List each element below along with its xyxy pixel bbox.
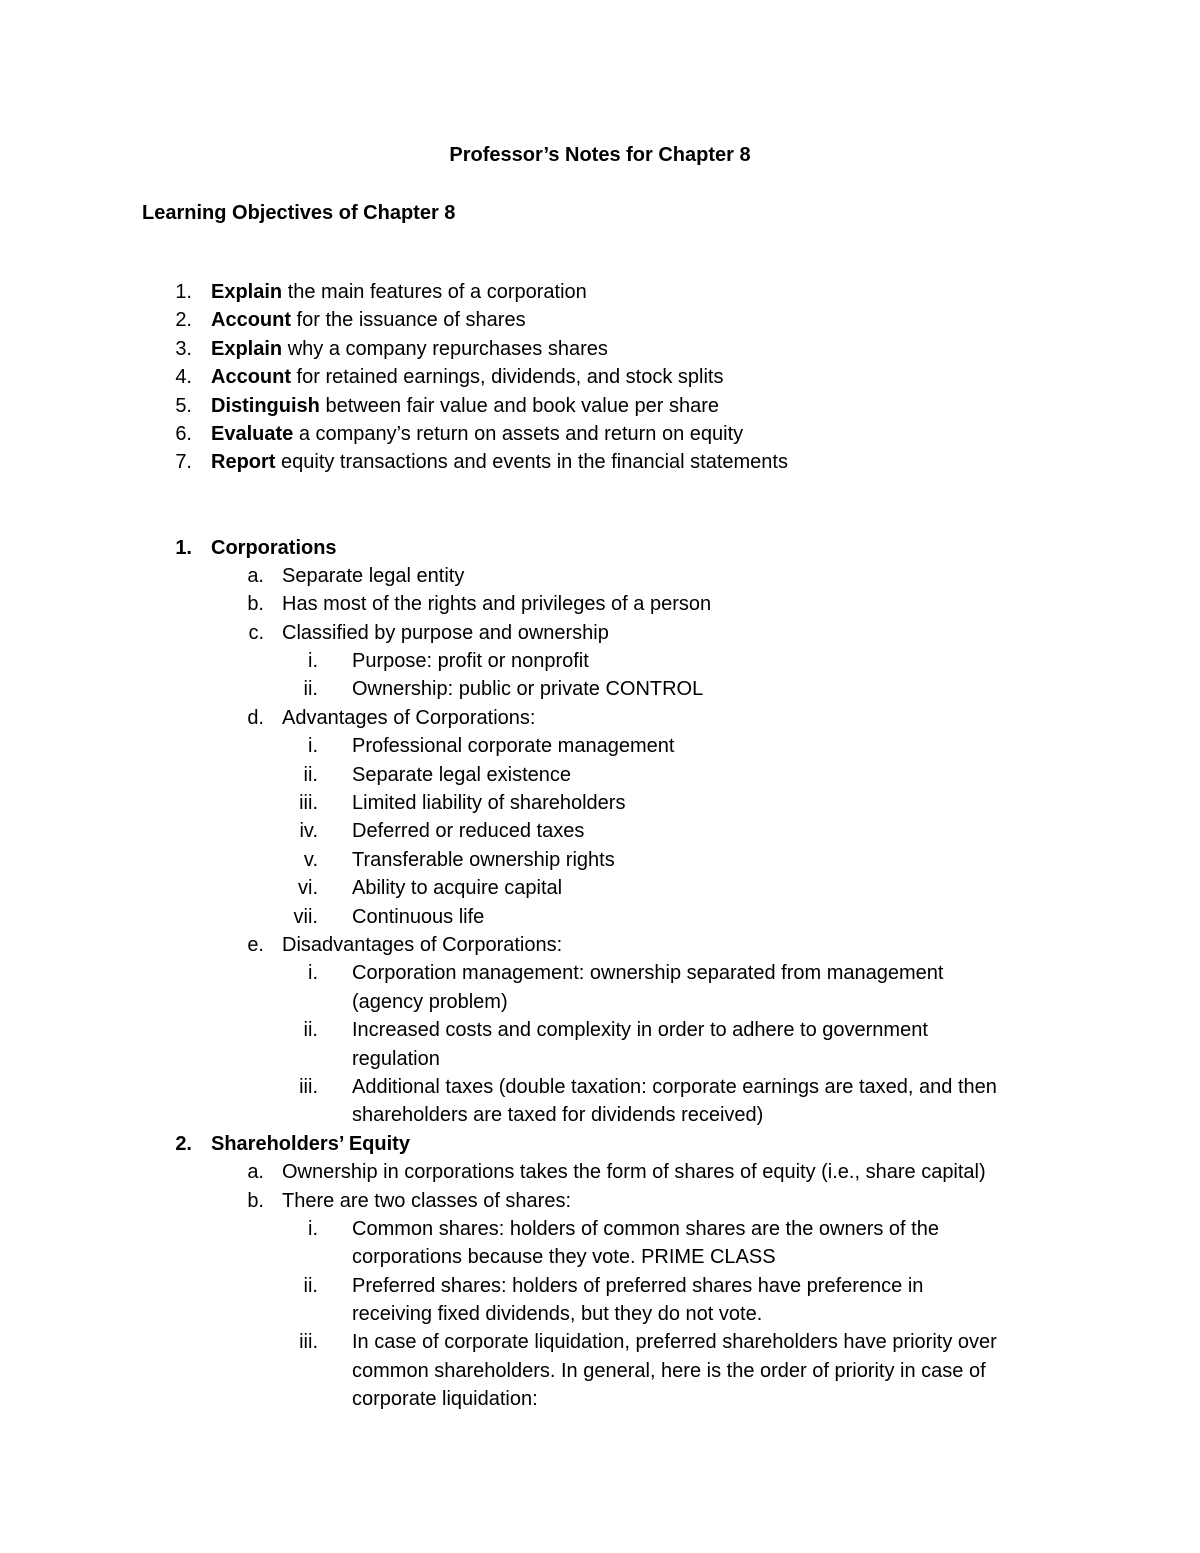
list-text: Deferred or reduced taxes [352,820,585,843]
objective-verb: Account [211,366,291,389]
section-title: Corporations [211,536,337,559]
list-text: Ownership: public or private CONTROL [352,678,704,701]
list-text: Preferred shares: holders of preferred shares have preference in [352,1274,924,1297]
sub-list-item [0,647,1200,675]
list-item [0,562,1200,590]
objective-verb: Report [211,451,276,474]
section-number: 2. [175,1132,192,1155]
list-text: There are two classes of shares: [282,1189,572,1212]
list-text: Purpose: profit or nonprofit [352,650,589,673]
sub-list-item [0,675,1200,703]
sub-list-item [0,1073,1200,1101]
sub-list-item [0,1016,1200,1044]
list-text: Ability to acquire capital [352,877,563,900]
section-number: 1. [175,536,192,559]
list-text: Separate legal entity [282,564,465,587]
list-item [0,931,1200,959]
list-marker: ii. [303,1019,318,1042]
list-text-continuation [0,1300,1200,1328]
list-marker: d. [247,706,264,729]
list-text-continuation [0,1101,1200,1129]
list-marker: ii. [303,763,318,786]
sub-list-item [0,846,1200,874]
list-text: In case of corporate liquidation, preferred shareholders have priority over [352,1331,997,1354]
document-body [0,278,1200,1414]
list-marker: i. [308,962,318,985]
objective-text: the main features of a corporation [282,281,587,303]
list-marker: b. [247,1189,264,1212]
objective-verb: Explain [211,281,283,303]
list-text-continuation [0,1385,1200,1413]
section-title: Shareholders’ Equity [211,1132,410,1155]
objective-number: 2. [175,309,192,332]
list-marker: v. [303,848,318,871]
objective-number: 5. [175,394,192,417]
objective-verb: Explain [211,337,283,360]
sub-list-item [0,732,1200,760]
objective-item [0,392,1200,420]
list-text: Transferable ownership rights [352,848,615,871]
sub-list-item [0,817,1200,845]
list-marker: i. [308,1217,318,1240]
objective-text: a company’s return on assets and return on equity [293,422,744,445]
list-item [0,590,1200,618]
list-marker: a. [247,564,264,587]
list-item [0,1187,1200,1215]
list-text: shareholders are taxed for dividends received) [352,1104,764,1127]
objective-text: why a company repurchases shares [282,337,608,360]
list-marker: ii. [303,678,318,701]
list-marker: vi. [298,877,318,900]
list-marker: iii. [299,1075,318,1098]
list-text: Has most of the rights and privileges of a person [282,593,712,616]
list-text: corporations because they vote. PRIME CLASS [352,1246,776,1269]
list-text: Classified by purpose and ownership [282,621,609,644]
list-marker: iii. [299,792,318,815]
list-text: common shareholders. In general, here is the order of priority in case of [352,1359,986,1382]
objective-verb: Account [211,309,291,332]
sub-list-item [0,1328,1200,1356]
objective-item [0,363,1200,391]
list-text: Ownership in corporations takes the form of shares of equity (i.e., share capital) [282,1161,986,1184]
objective-number: 7. [175,451,192,474]
objective-item [0,420,1200,448]
list-text: Separate legal existence [352,763,572,786]
objective-number: 3. [175,337,192,360]
list-marker: c. [248,621,264,644]
sub-list-item [0,789,1200,817]
objective-item [0,335,1200,363]
list-text: Increased costs and complexity in order to adhere to government [352,1019,928,1042]
list-marker: i. [308,735,318,758]
list-text: Continuous life [352,905,485,928]
list-marker: ii. [303,1274,318,1297]
sub-list-item [0,1272,1200,1300]
objective-text: for retained earnings, dividends, and stock splits [291,366,724,389]
objective-number: 1. [175,281,192,303]
list-marker: b. [247,593,264,616]
list-text-continuation [0,1045,1200,1073]
objective-item [0,448,1200,476]
page-title: Professor’s Notes for Chapter 8 [449,144,751,166]
objective-item [0,306,1200,334]
list-marker: iv. [299,820,318,843]
section-heading [0,534,1200,562]
section-heading [0,1130,1200,1158]
list-text: Additional taxes (double taxation: corporate earnings are taxed, and then [352,1075,997,1098]
list-item [0,704,1200,732]
objective-text: equity transactions and events in the financial statements [275,451,788,474]
sub-list-item [0,874,1200,902]
sub-list-item [0,903,1200,931]
list-marker: iii. [299,1331,318,1354]
list-text-continuation [0,988,1200,1016]
objective-number: 4. [175,366,192,389]
list-marker: a. [247,1161,264,1184]
list-item [0,1158,1200,1186]
list-text: (agency problem) [352,990,508,1013]
list-text: regulation [352,1047,440,1070]
list-marker: vii. [293,905,318,928]
list-item [0,619,1200,647]
list-text: Limited liability of shareholders [352,792,626,815]
objective-verb: Evaluate [211,422,294,445]
list-text: receiving fixed dividends, but they do not vote. [352,1303,763,1326]
objectives-heading: Learning Objectives of Chapter 8 [142,202,456,224]
list-marker: i. [308,650,318,673]
objective-text: for the issuance of shares [291,309,526,332]
list-text: Corporation management: ownership separated from management [352,962,944,985]
list-text: Advantages of Corporations: [282,706,536,729]
sub-list-item [0,959,1200,987]
list-marker: e. [247,934,264,956]
list-text-continuation [0,1357,1200,1385]
list-text-continuation [0,1243,1200,1271]
list-text: Common shares: holders of common shares are the owners of the [352,1217,939,1240]
sub-list-item [0,761,1200,789]
objective-item [0,278,1200,306]
list-text: corporate liquidation: [352,1388,538,1411]
list-text: Professional corporate management [352,735,675,758]
objective-number: 6. [175,422,192,445]
sub-list-item [0,1215,1200,1243]
list-text: Disadvantages of Corporations: [282,934,563,956]
objective-text: between fair value and book value per share [319,394,720,417]
objective-verb: Distinguish [211,394,320,417]
spacer [0,477,1200,534]
